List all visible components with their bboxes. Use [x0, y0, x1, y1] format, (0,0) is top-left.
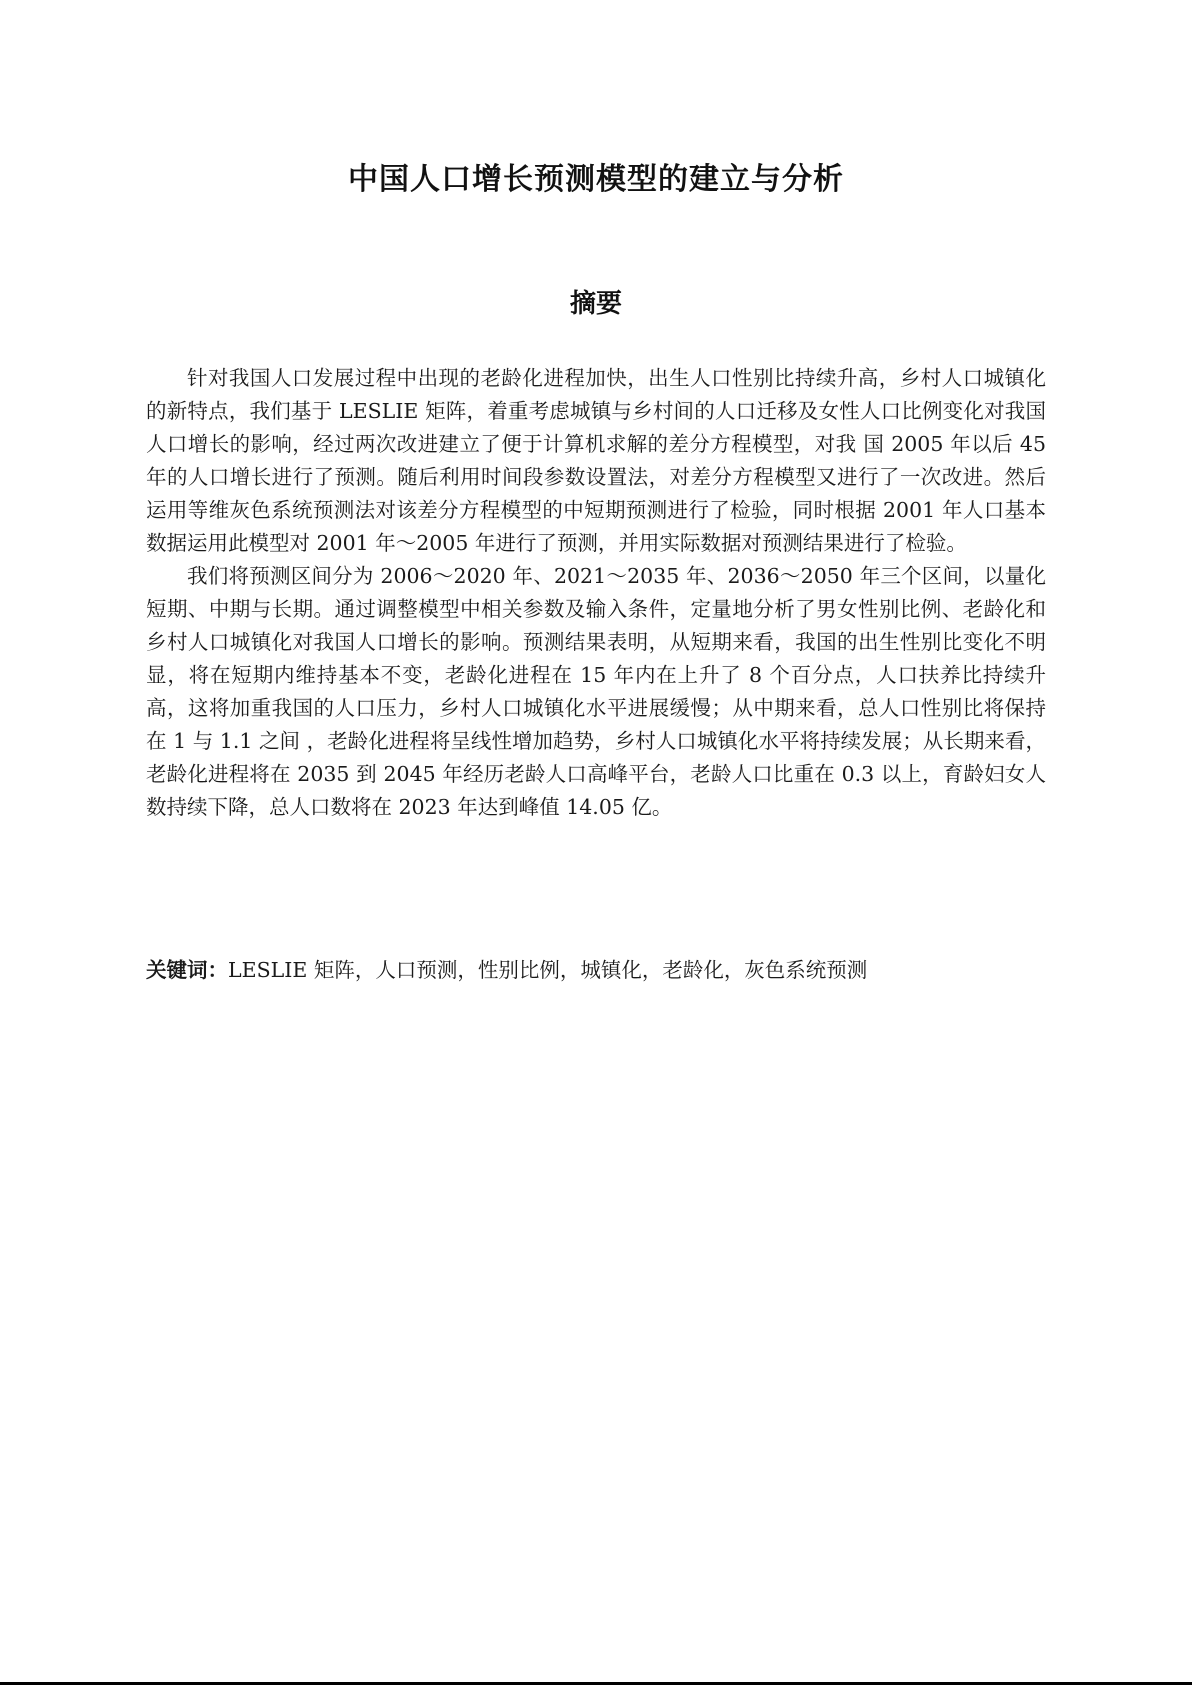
paper-title: 中国人口增长预测模型的建立与分析 [348, 162, 844, 197]
abstract-paragraph-2: 我们将预测区间分为 2006～2020 年、2021～2035 年、2036～2050 年三个区间，以量化短期、中期与长期。通过调整模型中相关参数及输入条件，定量地分析了男女性别比例、老龄化和乡村人口城镇化对我国人口增长的影响。预测结果表明，从短期来看，我国的出生性别比变化不明显，将在短期内维持基本不变，老龄化进程在 15 年内在上升了 8 个百分点，人口扶养比持续升高，这将加重我国的人口压力，乡村人口城镇化水平进展缓慢；从中期来看，总人口性别比将保持在 1 与 1.1 之间 ，老龄化进程将呈线性增加趋势，乡村人口城镇化水平将持续发展；从长期来看，老龄化进程将在 2035 到 2045 年经历老龄人口高峰平台，老龄人口比重在 0.3 以上，育龄妇女人数持续下降，总人口数将在 2023 年达到峰值 14.05 亿。 [146, 564, 1046, 819]
abstract-paragraph-1: 针对我国人口发展过程中出现的老龄化进程加快，出生人口性别比持续升高，乡村人口城镇化的新特点，我们基于 LESLIE 矩阵，着重考虑城镇与乡村间的人口迁移及女性人口比例变化对我国人口增长的影响，经过两次改进建立了便于计算机求解的差分方程模型，对我 国 2005 年以后 45 年的人口增长进行了预测。随后利用时间段参数设置法，对差分方程模型又进行了一次改进。然后运用等维灰色系统预测法对该差分方程模型的中短期预测进行了检验，同时根据 2001 年人口基本数据运用此模型对 2001 年～2005 年进行了预测，并用实际数据对预测结果进行了检验。 [146, 366, 1046, 555]
keywords-label: 关键词： [146, 958, 228, 982]
keywords-line [146, 954, 1046, 987]
abstract-heading: 摘要 [569, 289, 622, 319]
abstract-body [146, 362, 1046, 824]
keywords-text: LESLIE 矩阵，人口预测，性别比例，城镇化，老龄化，灰色系统预测 [228, 958, 868, 982]
